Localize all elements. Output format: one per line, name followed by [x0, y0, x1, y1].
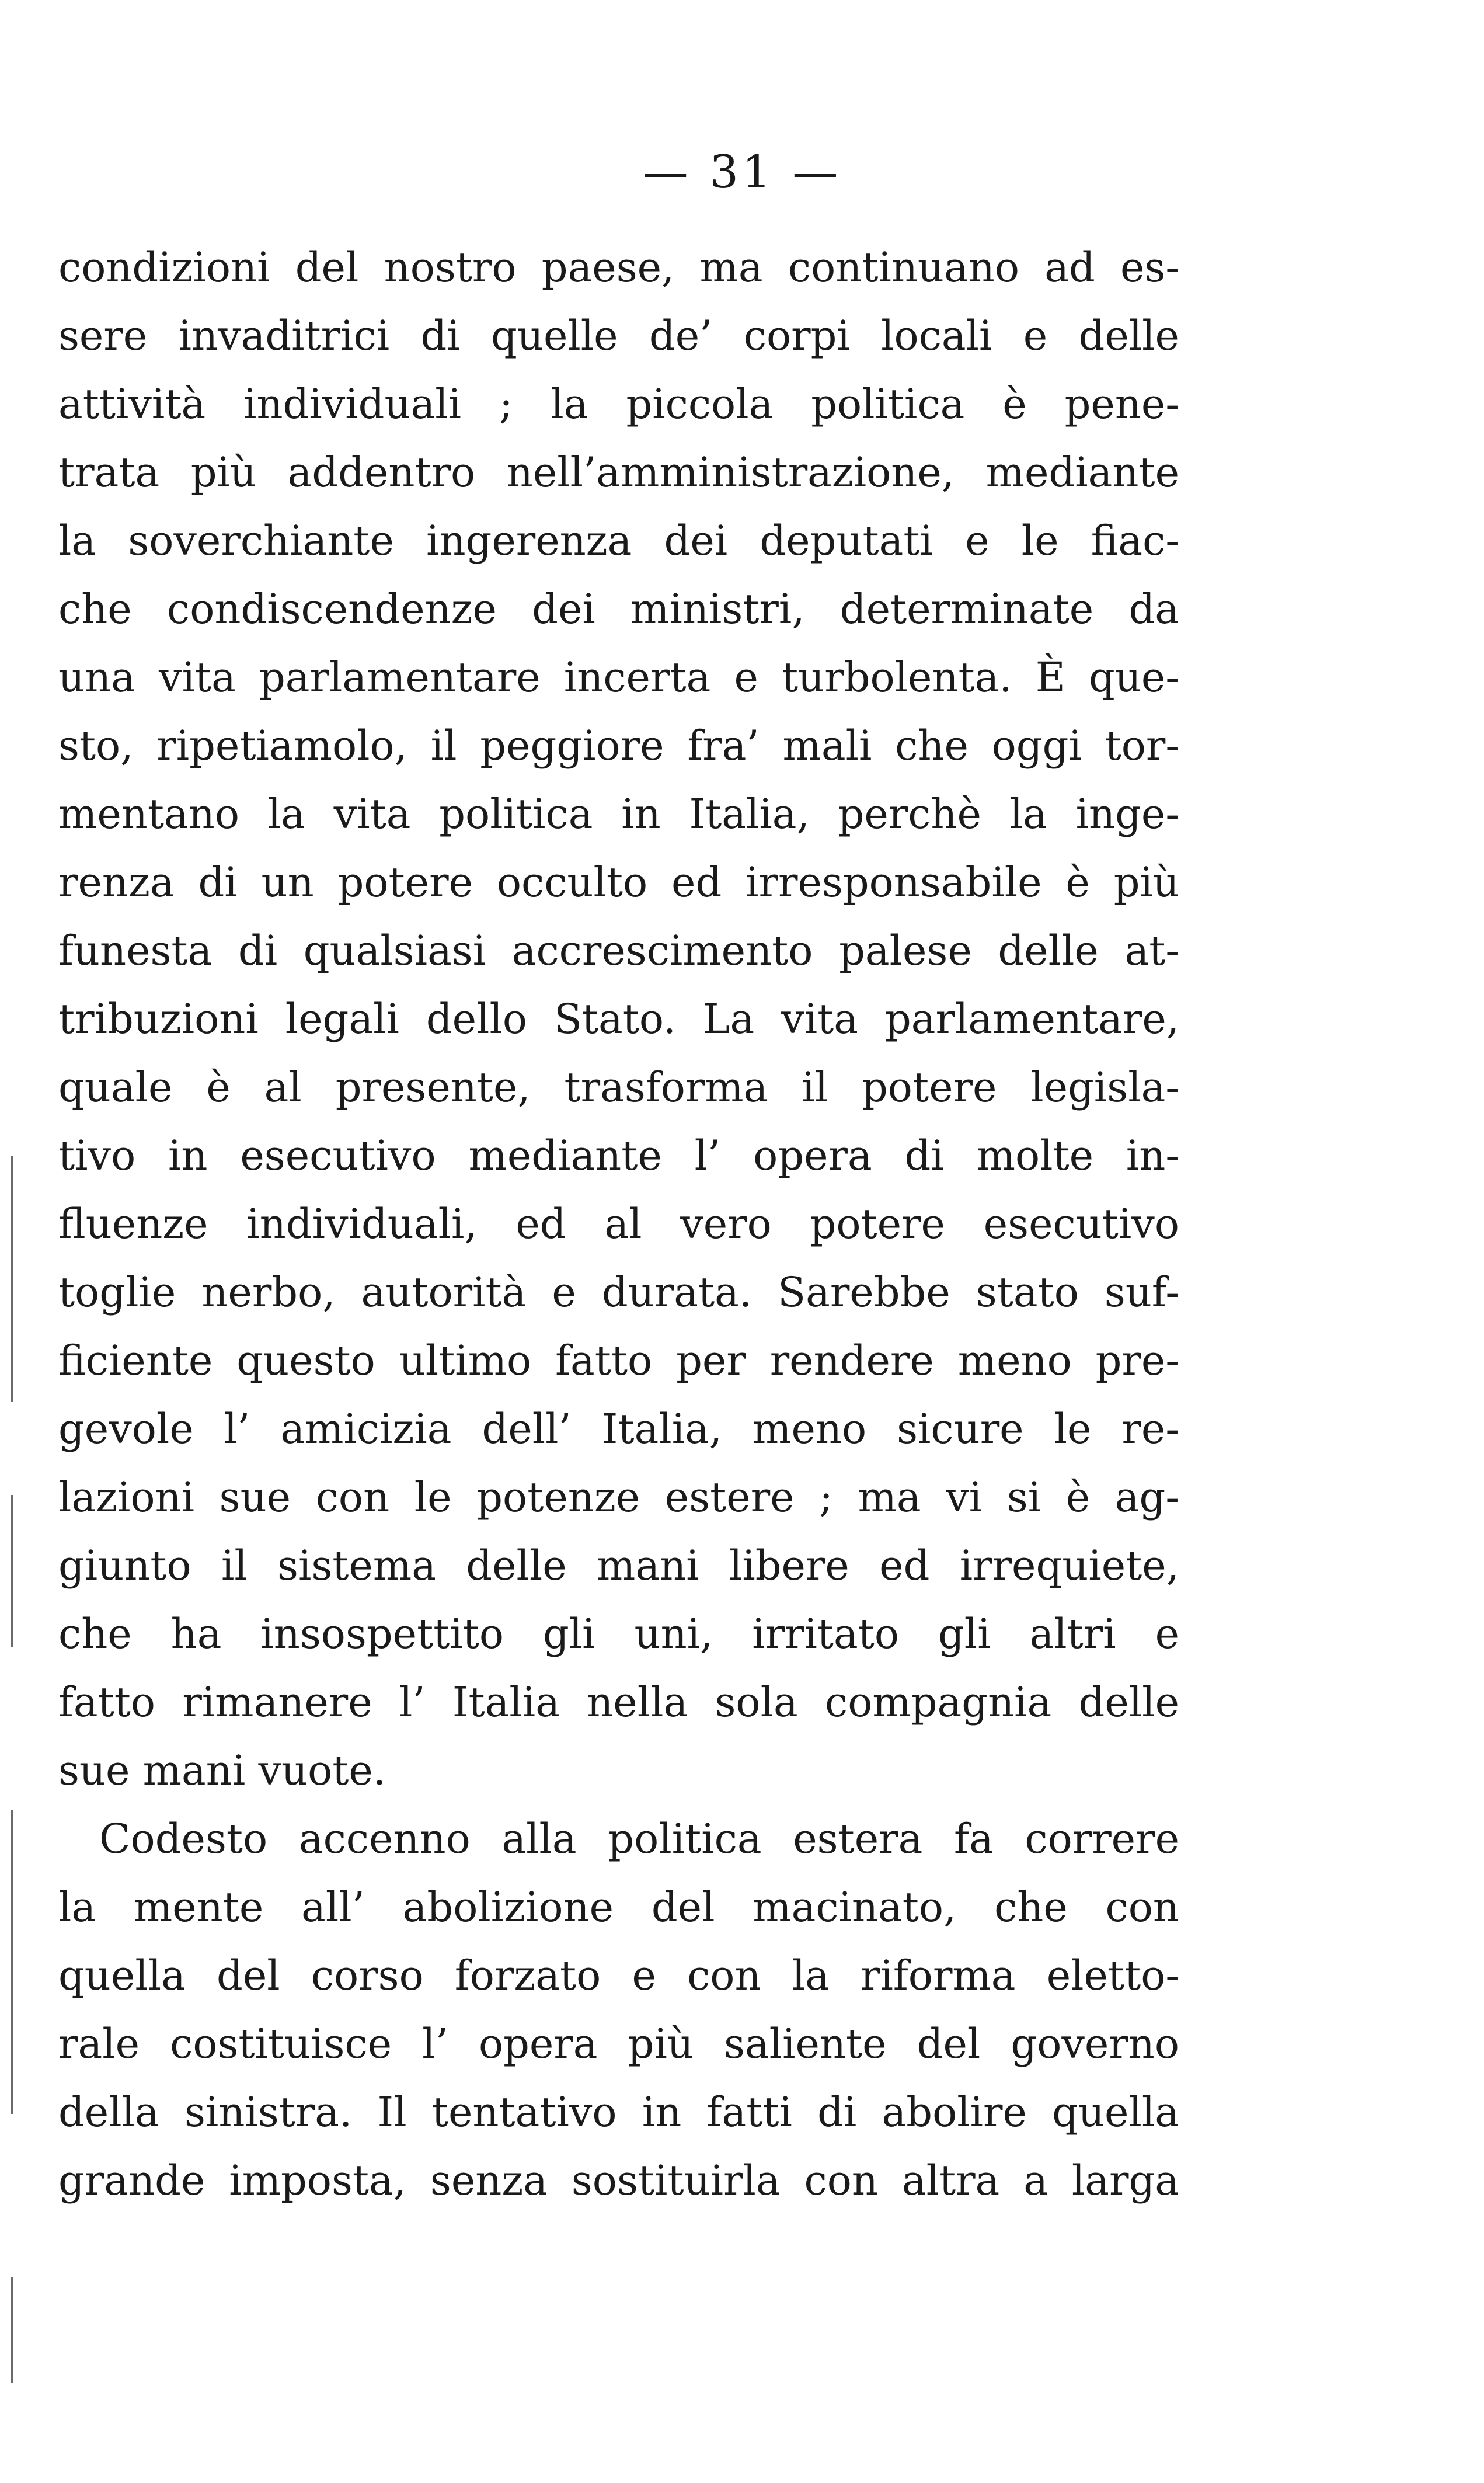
text-line: che condiscendenze dei ministri, determinate da: [58, 585, 1179, 633]
body-text: [58, 234, 1179, 2215]
text-line: giunto il sistema delle mani libere ed irrequiete,: [58, 1542, 1179, 1590]
text-line: fatto rimanere l’ Italia nella sola compagnia delle: [58, 1678, 1179, 1726]
text-line: grande imposta, senza sostituirla con altra a larga: [58, 2157, 1179, 2204]
text-line: condizioni del nostro paese, ma continuano ad es-: [58, 244, 1179, 291]
text-line: ficiente questo ultimo fatto per rendere meno pre-: [58, 1337, 1179, 1385]
text-line: trata più addentro nell’amministrazione, mediante: [58, 448, 1179, 496]
scan-edge-shadow: [11, 2277, 13, 2383]
text-line: mentano la vita politica in Italia, perchè la inge-: [58, 790, 1179, 838]
text-line: quella del corso forzato e con la riforma eletto-: [58, 1952, 1179, 1999]
paragraph-2: [58, 1805, 1179, 2215]
scan-edge-shadow: [11, 1810, 13, 2114]
text-line: sue mani vuote.: [58, 1747, 386, 1795]
text-line: che ha insospettito gli uni, irritato gli altri e: [58, 1610, 1179, 1658]
text-line: fluenze individuali, ed al vero potere esecutivo: [58, 1200, 1179, 1248]
text-line: tribuzioni legali dello Stato. La vita parlamentare,: [58, 995, 1179, 1043]
text-line: funesta di qualsiasi accrescimento palese delle at-: [58, 927, 1179, 975]
text-line: gevole l’ amicizia dell’ Italia, meno sicure le re-: [58, 1405, 1179, 1453]
text-line: rale costituisce l’ opera più saliente del governo: [58, 2020, 1179, 2068]
text-line: la mente all’ abolizione del macinato, che con: [58, 1883, 1179, 1931]
page-number: — 31 —: [642, 146, 842, 199]
text-line: sere invaditrici di quelle de’ corpi locali e delle: [58, 312, 1179, 360]
text-line: la soverchiante ingerenza dei deputati e le fiac-: [58, 517, 1179, 565]
text-line: attività individuali ; la piccola politica è pene-: [58, 380, 1179, 428]
scan-edge-shadow: [11, 1156, 13, 1402]
text-line: lazioni sue con le potenze estere ; ma vi si è ag-: [58, 1473, 1179, 1521]
text-line: toglie nerbo, autorità e durata. Sarebbe stato suf-: [58, 1268, 1179, 1316]
scan-edge-shadow: [11, 1495, 13, 1647]
text-line: tivo in esecutivo mediante l’ opera di molte in-: [58, 1132, 1179, 1180]
text-line: Codesto accenno alla politica estera fa correre: [99, 1815, 1179, 1863]
text-line: sto, ripetiamolo, il peggiore fra’ mali che oggi tor-: [58, 722, 1179, 770]
text-line: quale è al presente, trasforma il potere legisla-: [58, 1063, 1179, 1111]
text-line: renza di un potere occulto ed irresponsabile è più: [58, 858, 1179, 906]
text-line: della sinistra. Il tentativo in fatti di abolire quella: [58, 2088, 1179, 2136]
paragraph-1: [58, 234, 1179, 1805]
text-line: una vita parlamentare incerta e turbolenta. È que-: [58, 653, 1179, 701]
